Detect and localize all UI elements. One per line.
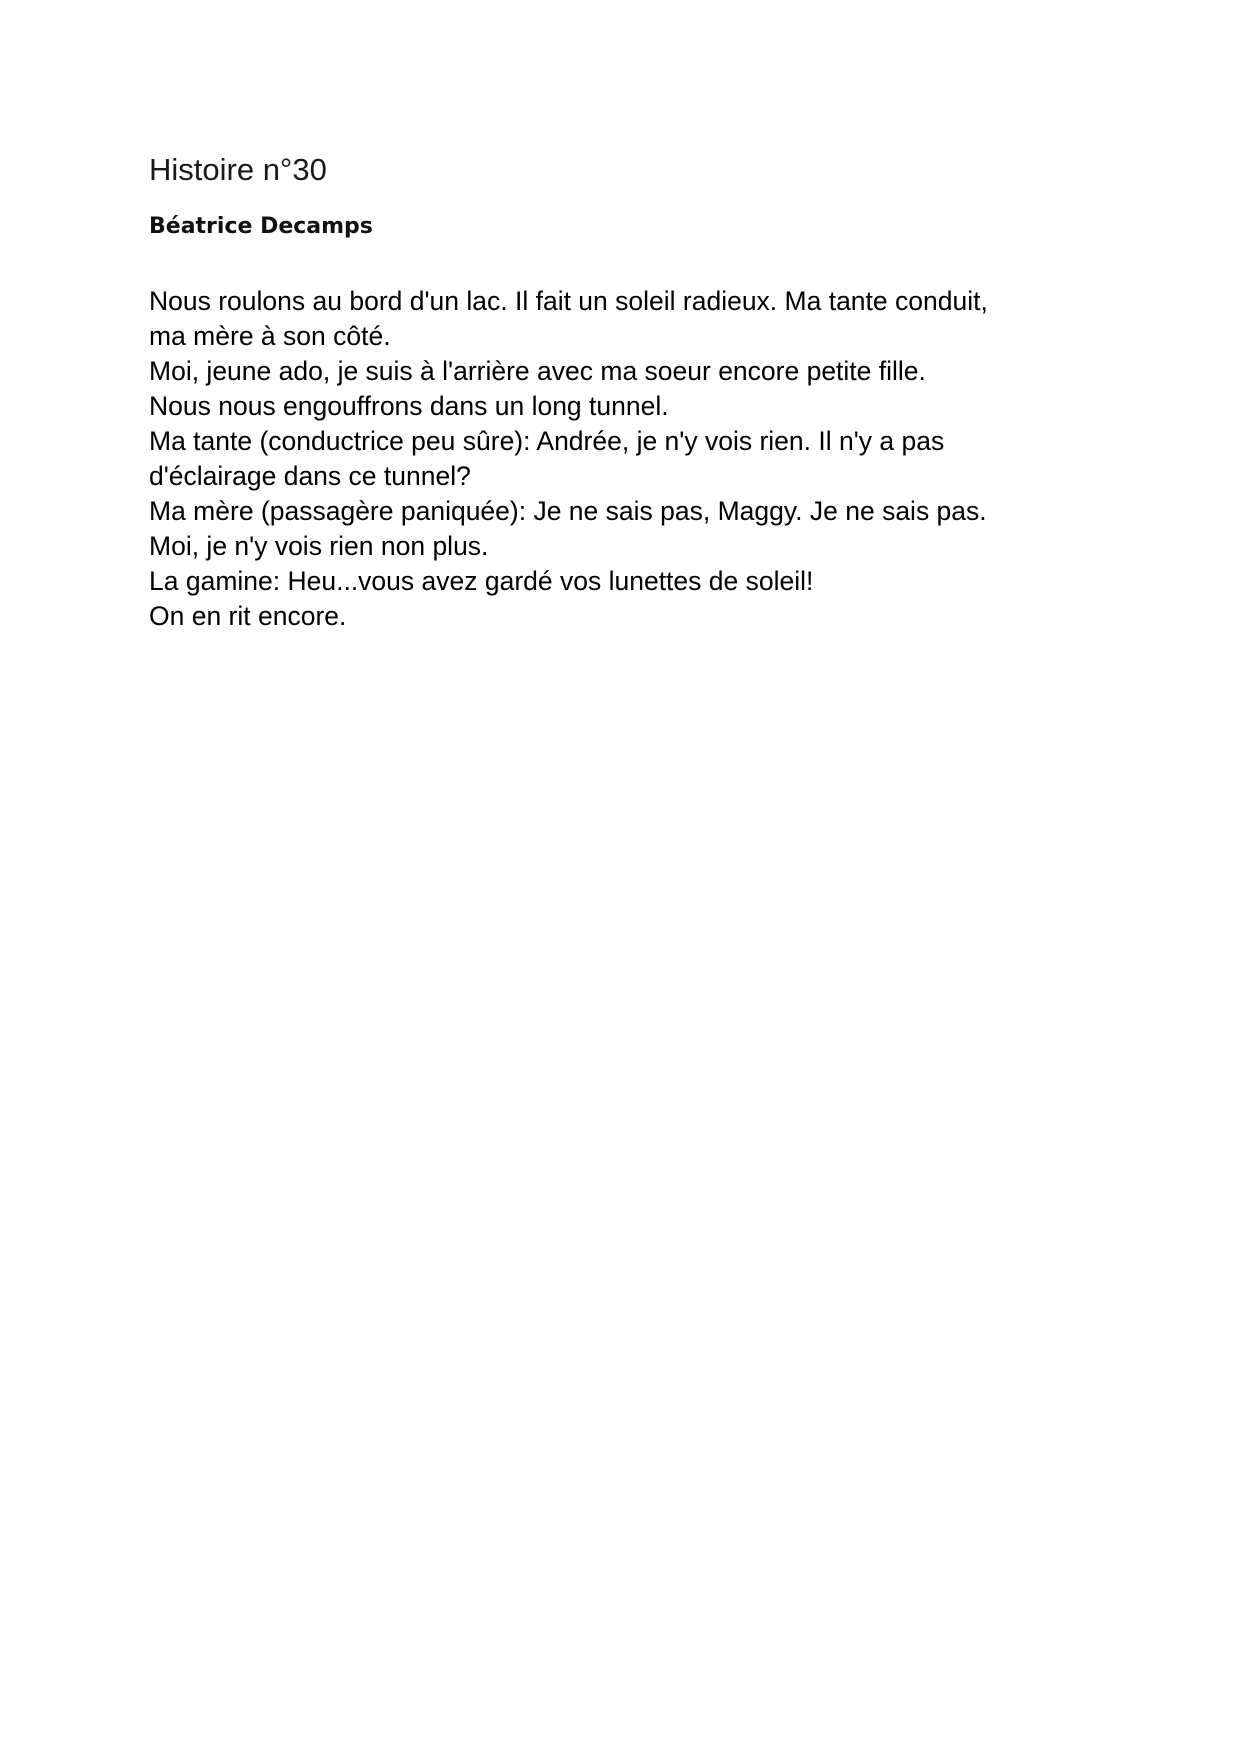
story-line: d'éclairage dans ce tunnel?: [149, 461, 471, 491]
story-line: On en rit encore.: [149, 601, 347, 631]
story-line: Nous nous engouffrons dans un long tunnel.: [149, 391, 669, 421]
story-line: Ma tante (conductrice peu sûre): Andrée, je n'y vois rien. Il n'y a pas: [149, 426, 945, 456]
story-line: Nous roulons au bord d'un lac. Il fait un soleil radieux. Ma tante conduit,: [149, 286, 988, 316]
story-title: Histoire n°30: [149, 152, 327, 187]
story-line: Ma mère (passagère paniquée): Je ne sais pas, Maggy. Je ne sais pas.: [149, 496, 987, 526]
story-body: [149, 284, 1109, 634]
story-line: La gamine: Heu...vous avez gardé vos lunettes de soleil!: [149, 566, 814, 596]
story-line: Moi, jeune ado, je suis à l'arrière avec ma soeur encore petite fille.: [149, 356, 926, 386]
story-line: Moi, je n'y vois rien non plus.: [149, 531, 489, 561]
story-line: ma mère à son côté.: [149, 321, 391, 351]
author-name: Béatrice Decamps: [149, 214, 373, 239]
